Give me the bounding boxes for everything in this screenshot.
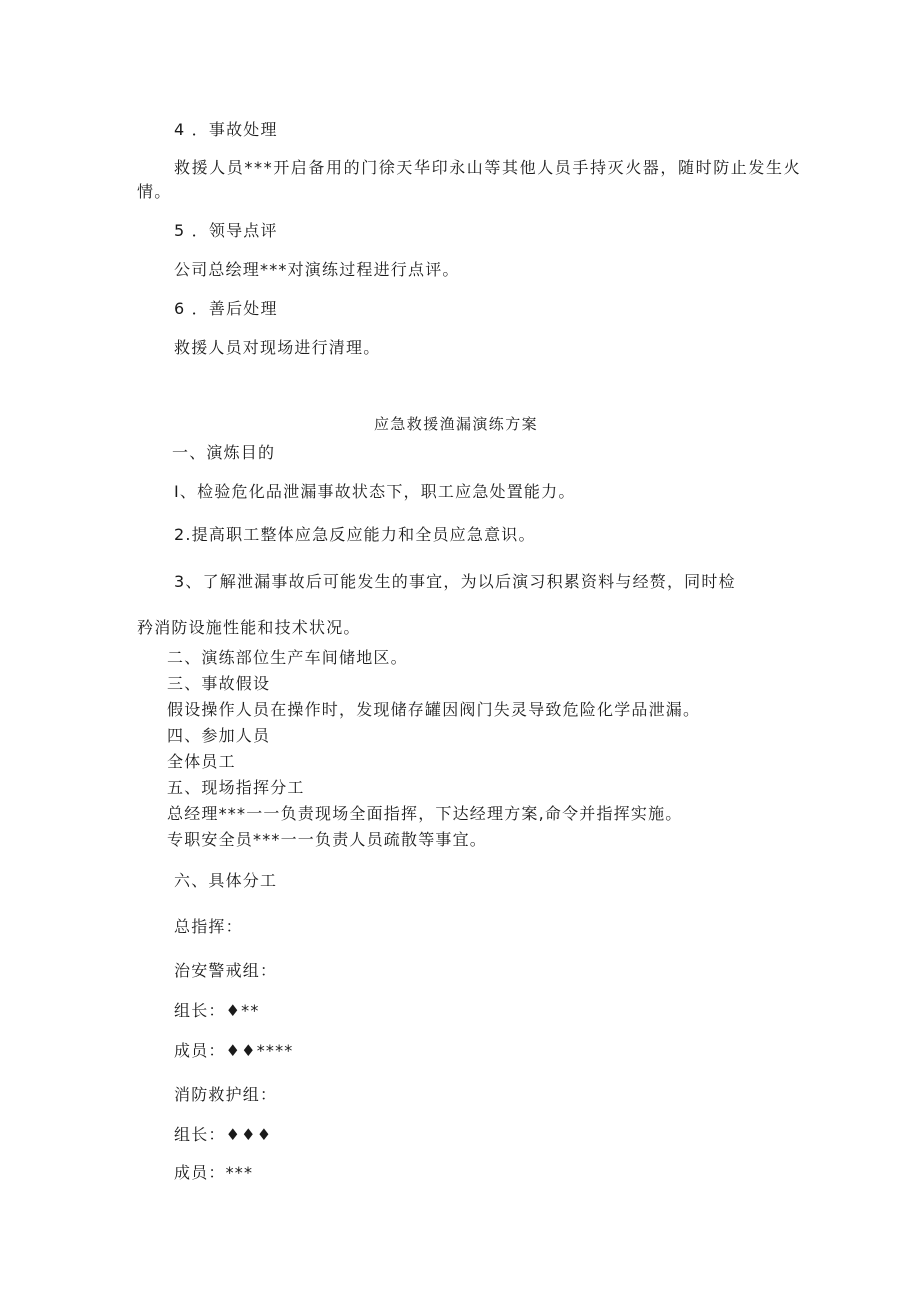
heading-accident-handling: 4 ．事故处理	[174, 120, 278, 139]
purpose-item-3-line1: 3、了解泄漏事故后可能发生的事宜，为以后演习积累资料与经赘，同时检	[174, 572, 736, 591]
section-assignments: 六、具体分工	[174, 871, 278, 890]
group-security-members: 成员：♦♦****	[174, 1041, 294, 1060]
paragraph-leader-review: 公司总绘理***对演练过程进行点评。	[174, 260, 460, 279]
section-scenario: 三、事故假设	[167, 674, 271, 693]
commander-line: 总指挥：	[174, 917, 243, 936]
purpose-item-1: Ⅰ、检验危化品泄漏事故状态下，职工应急处置能力。	[174, 482, 576, 501]
group-fire-leader: 组长：♦♦♦	[174, 1125, 273, 1144]
purpose-item-3-line2: 矜消防设施性能和技术状况。	[137, 618, 361, 637]
group-fire-members: 成员：***	[174, 1163, 254, 1182]
section-location: 二、演练部位生产车间储地区。	[167, 648, 408, 667]
command-line-1: 总经理***一一负责现场全面指挥，下达经理方案,命令并指挥实施。	[167, 804, 683, 823]
paragraph-accident-handling-line1: 救援人员***开启备用的门徐天华印永山等其他人员手持灭火器，随时防止发生火	[174, 158, 802, 177]
participants-text: 全体员工	[167, 752, 236, 771]
group-security-name: 治安警戒组：	[174, 961, 278, 980]
group-fire-name: 消防救护组：	[174, 1085, 278, 1104]
plan-title: 应急救援渔漏演练方案	[374, 415, 539, 433]
section-command: 五、现场指挥分工	[167, 778, 305, 797]
section-purpose: 一、演炼目的	[172, 443, 276, 462]
command-line-2: 专职安全员***一一负责人员疏散等事宜。	[167, 830, 488, 849]
group-security-leader: 组长：♦**	[174, 1001, 260, 1020]
section-participants: 四、参加人员	[167, 726, 271, 745]
heading-aftermath: 6 ．善后处理	[174, 299, 278, 318]
heading-leader-review: 5 ．领导点评	[174, 221, 278, 240]
paragraph-accident-handling-line2: 情。	[137, 182, 172, 201]
paragraph-aftermath: 救援人员对现场进行清理。	[174, 338, 381, 357]
purpose-item-2: 2.提高职工整体应急反应能力和全员应急意识。	[174, 525, 536, 544]
scenario-text: 假设操作人员在操作时，发现储存罐因阀门失灵导致危险化学品泄漏。	[167, 700, 701, 719]
